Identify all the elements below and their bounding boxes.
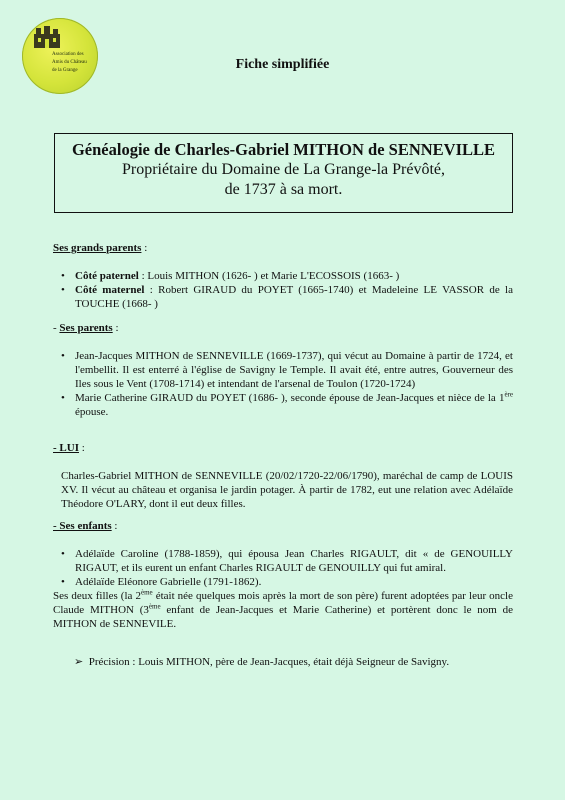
subtitle-line-1: Propriétaire du Domaine de La Grange-la Prévôté, [122, 161, 445, 178]
children-heading: - Ses enfants [53, 520, 112, 532]
parents-section [53, 321, 513, 419]
maternal-text: : Robert GIRAUD du POYET (1665-1740) et Madeleine LE VASSOR de la TOUCHE (1668- ) [75, 284, 513, 310]
parents-list [53, 349, 513, 419]
genealogy-title: Généalogie de Charles-Gabriel MITHON de SENNEVILLE [71, 140, 496, 159]
bullet-icon: • [61, 392, 65, 404]
association-logo [22, 18, 98, 94]
adoption-paragraph [53, 589, 513, 631]
parent-2-sup: ère [504, 390, 513, 399]
children-suffix: : [111, 520, 118, 532]
grandparents-heading: Ses grands parents [53, 242, 142, 254]
parent-1-text: Jean-Jacques MITHON de SENNEVILLE (1669-1737), qui vécut au Domaine à partir de 1724, et l'embellit. Il est enterré à l'église de Savigny le Temple. Il avait été, entre autres, Gouverneur des Iles sous le Vent (1708-1714) et intendant de l'arsenal de Toulon (1720-1724) [75, 350, 513, 390]
list-item [53, 547, 513, 575]
parents-heading-line [53, 321, 513, 335]
list-item [53, 349, 513, 391]
children-heading-line [53, 519, 513, 533]
list-item [53, 575, 513, 589]
parents-prefix: - [53, 322, 60, 334]
child-1-text: Adélaïde Caroline (1788-1859), qui épousa Jean Charles RIGAULT, dit « de GENOUILLY RIGAUT, et ils eurent un enfant Charles RIGAULT de GENOUILLY qui fut amiral. [75, 548, 513, 574]
note-section [74, 655, 514, 669]
grandparents-section [53, 241, 513, 311]
bullet-icon: • [61, 576, 65, 588]
bullet-icon: • [61, 548, 65, 560]
parents-heading: Ses parents [59, 322, 113, 334]
adoption-sup-1: ème [140, 588, 153, 597]
child-2-text: Adélaïde Eléonore Gabrielle (1791-1862). [75, 576, 262, 588]
logo-line-1: Association des [52, 52, 84, 57]
page-title: Fiche simplifiée [235, 57, 330, 72]
adoption-sup-2: ème [148, 602, 161, 611]
bullet-icon: • [61, 270, 65, 282]
list-item [53, 391, 513, 419]
lui-heading-line [53, 441, 513, 455]
list-item [53, 269, 513, 283]
parent-2-text-a: Marie Catherine GIRAUD du POYET (1686- ), seconde épouse de Jean-Jacques et nièce de la 1 [75, 392, 505, 404]
logo-line-2: Amis du Château [52, 60, 87, 65]
adoption-text-c: enfant de Jean-Jacques et Marie Catherine) et portèrent donc le nom de MITHON de SENNEVILE. [53, 604, 513, 630]
arrow-bullet-icon: ➢ [74, 656, 84, 668]
bullet-icon: • [61, 284, 65, 296]
note-text: Précision : Louis MITHON, père de Jean-Jacques, était déjà Seigneur de Savigny. [88, 656, 450, 668]
subtitle-line-2: de 1737 à sa mort. [224, 181, 343, 198]
maternal-label: Côté maternel [75, 284, 145, 296]
adoption-text-b: était née quelques mois après la mort de son père) furent adoptées par leur oncle Claude MITHON (3 [53, 590, 513, 616]
grandparents-suffix: : [141, 242, 148, 254]
castle-icon [32, 26, 62, 50]
paternal-text: : Louis MITHON (1626- ) et Marie L'ECOSSOIS (1663- ) [138, 270, 400, 282]
lui-heading: - LUI [53, 442, 79, 454]
grandparents-heading-line [53, 241, 513, 255]
parent-2-text-b: épouse. [75, 406, 109, 418]
lui-suffix: : [78, 442, 85, 454]
parents-suffix: : [112, 322, 119, 334]
children-section [53, 519, 513, 631]
title-box [54, 133, 513, 213]
lui-section [53, 441, 513, 511]
adoption-text-a: Ses deux filles (la 2 [53, 590, 141, 602]
paternal-label: Côté paternel [75, 270, 139, 282]
logo-line-3: de la Grange [52, 68, 78, 73]
bullet-icon: • [61, 350, 65, 362]
grandparents-list [53, 269, 513, 311]
lui-text: Charles-Gabriel MITHON de SENNEVILLE (20/02/1720-22/06/1790), maréchal de camp de LOUIS XV. Il vécut au château et organisa le jardin potager. À partir de 1782, eut une relation avec Adélaïde Théodore O'LARY, dont il eut deux filles. [61, 470, 513, 510]
list-item [53, 283, 513, 311]
children-list [53, 547, 513, 589]
